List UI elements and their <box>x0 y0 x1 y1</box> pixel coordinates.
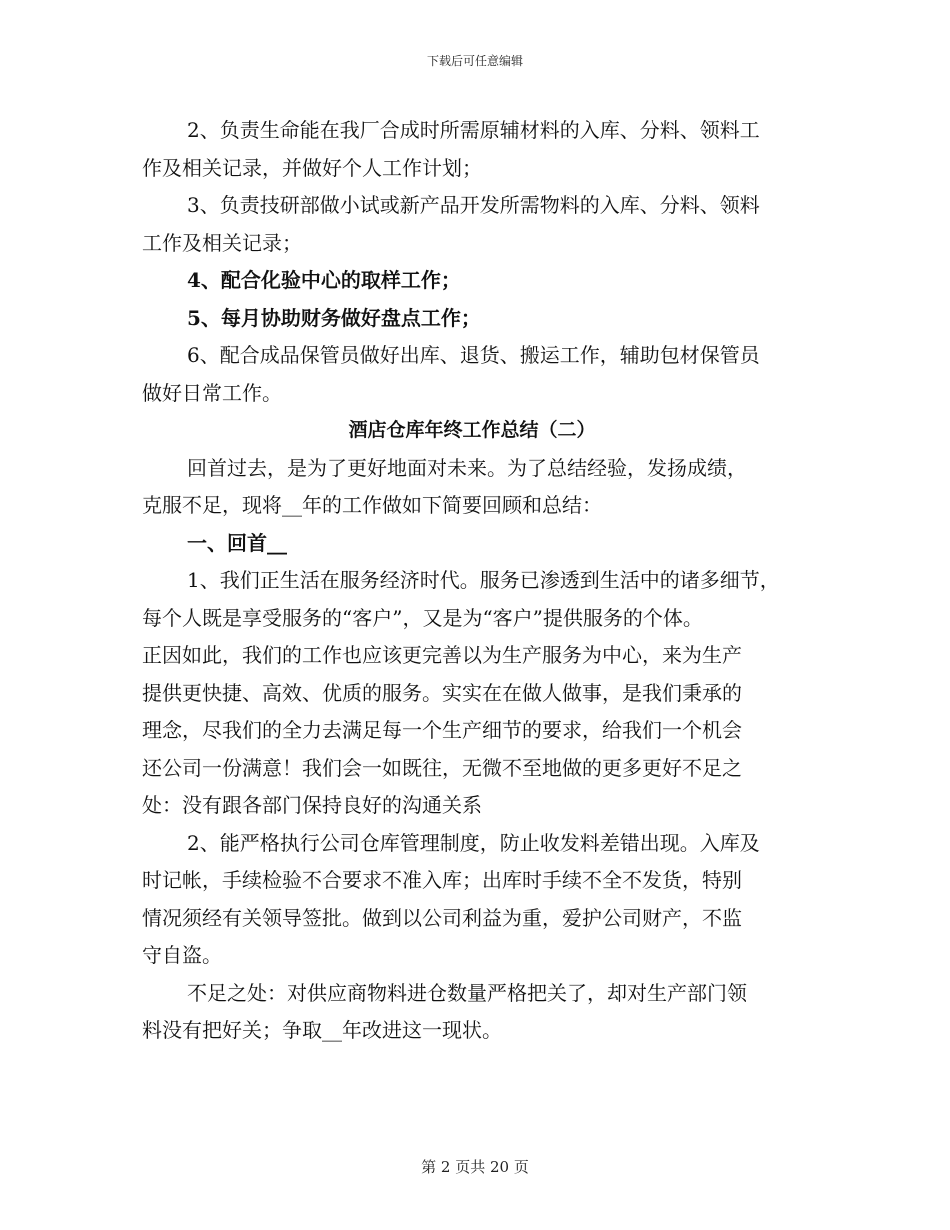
paragraph-line: 1、我们正生活在服务经济时代。服务已渗透到生活中的诸多细节， <box>187 568 780 592</box>
paragraph-line: 5、每月协助财务做好盘点工作； <box>187 305 481 330</box>
paragraph-line: 做好日常工作。 <box>142 380 282 405</box>
paragraph-line: 情况须经有关领导签批。做到以公司利益为重，爱护公司财产，不监 <box>142 905 742 930</box>
paragraph-line: 作及相关记录，并做好个人工作计划； <box>142 155 482 180</box>
paragraph-line: 2、能严格执行公司仓库管理制度，防止收发料差错出现。入库及 <box>187 830 760 855</box>
paragraph-line: 工作及相关记录； <box>142 230 302 255</box>
paragraph-line: 处：没有跟各部门保持良好的沟通关系 <box>142 793 482 817</box>
paragraph-line: 4、配合化验中心的取样工作； <box>187 268 461 292</box>
subheading: 一、回首__ <box>187 530 287 555</box>
paragraph-line: 理念，尽我们的全力去满足每一个生产细节的要求，给我们一个机会 <box>142 718 742 742</box>
paragraph-line: 不足之处：对供应商物料进仓数量严格把关了，却对生产部门领 <box>187 980 747 1005</box>
paragraph-line: 时记帐，手续检验不合要求不准入库；出库时手续不全不发货，特别 <box>142 868 742 892</box>
paragraph-line: 2、负责生命能在我厂合成时所需原辅材料的入库、分料、领料工 <box>187 118 760 142</box>
paragraph-line: 回首过去，是为了更好地面对未来。为了总结经验，发扬成绩， <box>187 455 747 480</box>
page-header: 下载后可任意编辑 <box>426 54 523 68</box>
paragraph-line: 每个人既是享受服务的“客户”，又是为“客户”提供服务的个体。 <box>142 605 703 630</box>
section-title: 酒店仓库年终工作总结（二） <box>348 419 596 441</box>
paragraph-line: 还公司一份满意！我们会一如既往，无微不至地做的更多更好不足之 <box>142 755 742 780</box>
paragraph-line: 料没有把好关；争取__年改进这一现状。 <box>142 1018 502 1042</box>
page-footer: 第 2 页共 20 页 <box>421 1158 529 1176</box>
paragraph-line: 克服不足，现将__年的工作做如下简要回顾和总结： <box>142 493 602 517</box>
document-body <box>142 112 822 1050</box>
paragraph-line: 提供更快捷、高效、优质的服务。实实在在做人做事，是我们秉承的 <box>142 680 742 705</box>
paragraph-line: 3、负责技研部做小试或新产品开发所需物料的入库、分料、领料 <box>187 193 760 217</box>
paragraph-line: 正因如此，我们的工作也应该更完善以为生产服务为中心，来为生产 <box>142 643 742 667</box>
paragraph-line: 守自盗。 <box>142 943 222 967</box>
paragraph-line: 6、配合成品保管员做好出库、退货、搬运工作，辅助包材保管员 <box>187 343 760 367</box>
